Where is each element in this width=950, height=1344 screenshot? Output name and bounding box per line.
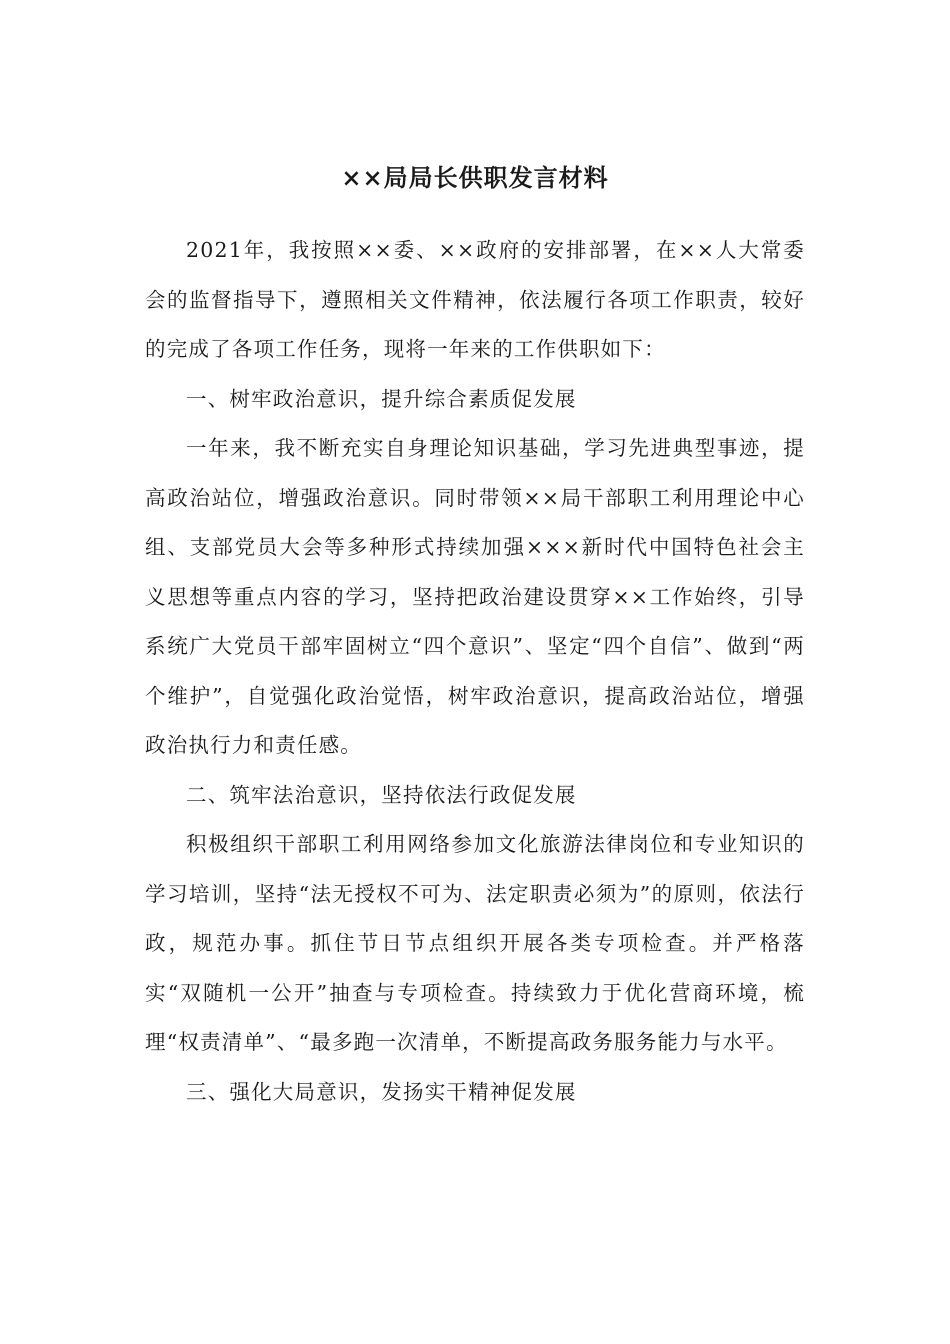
paragraph-section-2: 积极组织干部职工利用网络参加文化旅游法律岗位和专业知识的学习培训，坚持“法无授权不可为、法定职责必须为”的原则，依法行政，规范办事。抓住节日节点组织开展各类专项检查。并严格落实“双随机一公开”抽查与专项检查。持续致力于优化营商环境，梳理“权责清单”、“最多跑一次清单，不断提高政务服务能力与水平。 — [145, 832, 805, 1054]
paragraph-intro: 2021年，我按照××委、××政府的安排部署，在××人大常委会的监督指导下，遵照相关文件精神，依法履行各项工作职责，较好的完成了各项工作任务，现将一年来的工作供职如下： — [145, 238, 805, 361]
document-title: ××局局长供职发言材料 — [341, 163, 609, 192]
document-body — [145, 226, 805, 1117]
section-heading-3: 三、强化大局意识，发扬实干精神促发展 — [186, 1079, 577, 1104]
section-heading-1: 一、树牢政治意识，提升综合素质促发展 — [186, 386, 577, 411]
paragraph-section-1: 一年来，我不断充实自身理论知识基础，学习先进典型事迹，提高政治站位，增强政治意识。同时带领××局干部职工利用理论中心组、支部党员大会等多种形式持续加强×××新时代中国特色社会主义思想等重点内容的学习，坚持把政治建设贯穿××工作始终，引导系统广大党员干部牢固树立“四个意识”、坚定“四个自信”、做到“两个维护”，自觉强化政治觉悟，树牢政治意识，提高政治站位，增强政治执行力和责任感。 — [145, 436, 805, 757]
section-heading-2: 二、筑牢法治意识，坚持依法行政促发展 — [186, 782, 577, 807]
